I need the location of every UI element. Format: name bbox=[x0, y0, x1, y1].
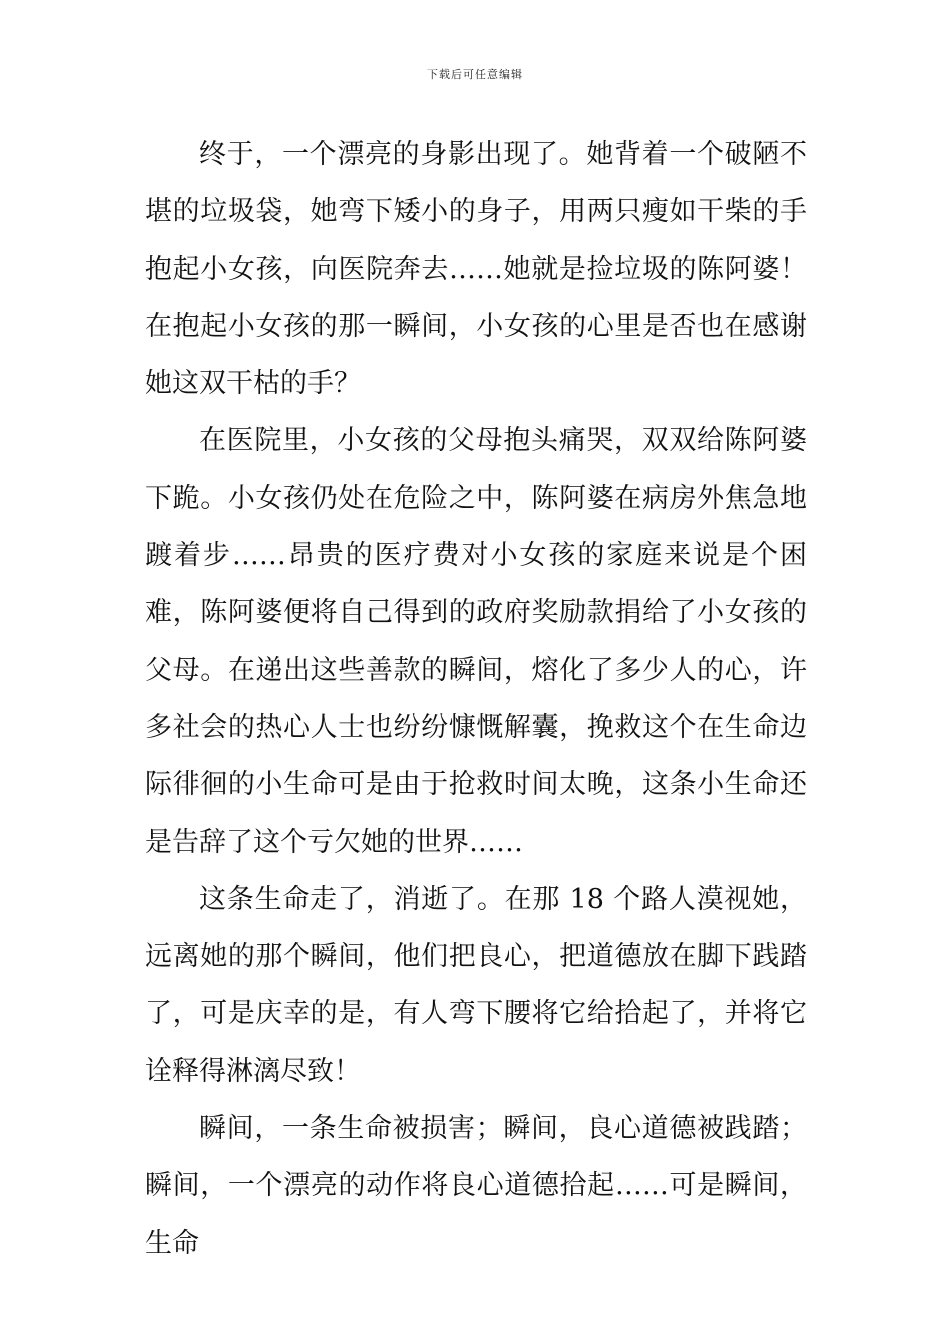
paragraph: 瞬间，一条生命被损害；瞬间，良心道德被践踏；瞬间，一个漂亮的动作将良心道德拾起……可是瞬间，生命 bbox=[145, 1113, 807, 1259]
document-body bbox=[145, 126, 807, 1272]
paragraph: 这条生命走了，消逝了。在那 18 个路人漠视她，远离她的那个瞬间，他们把良心，把道德放在脚下践踏了，可是庆幸的是，有人弯下腰将它给拾起了，并将它诠释得淋漓尽致！ bbox=[145, 883, 807, 1087]
page-header: 下载后可任意编辑 bbox=[427, 68, 523, 81]
paragraph: 终于，一个漂亮的身影出现了。她背着一个破陋不堪的垃圾袋，她弯下矮小的身子，用两只瘦如干柴的手抱起小女孩，向医院奔去……她就是捡垃圾的陈阿婆！在抱起小女孩的那一瞬间，小女孩的心里是否也在感谢她这双干枯的手？ bbox=[145, 139, 807, 400]
paragraph: 在医院里，小女孩的父母抱头痛哭，双双给陈阿婆下跪。小女孩仍处在危险之中，陈阿婆在病房外焦急地踱着步……昂贵的医疗费对小女孩的家庭来说是个困难，陈阿婆便将自己得到的政府奖励款捐给了小女孩的父母。在递出这些善款的瞬间，熔化了多少人的心，许多社会的热心人士也纷纷慷慨解囊，挽救这个在生命边际徘徊的小生命可是由于抢救时间太晚，这条小生命还是告辞了这个亏欠她的世界…… bbox=[145, 425, 807, 858]
